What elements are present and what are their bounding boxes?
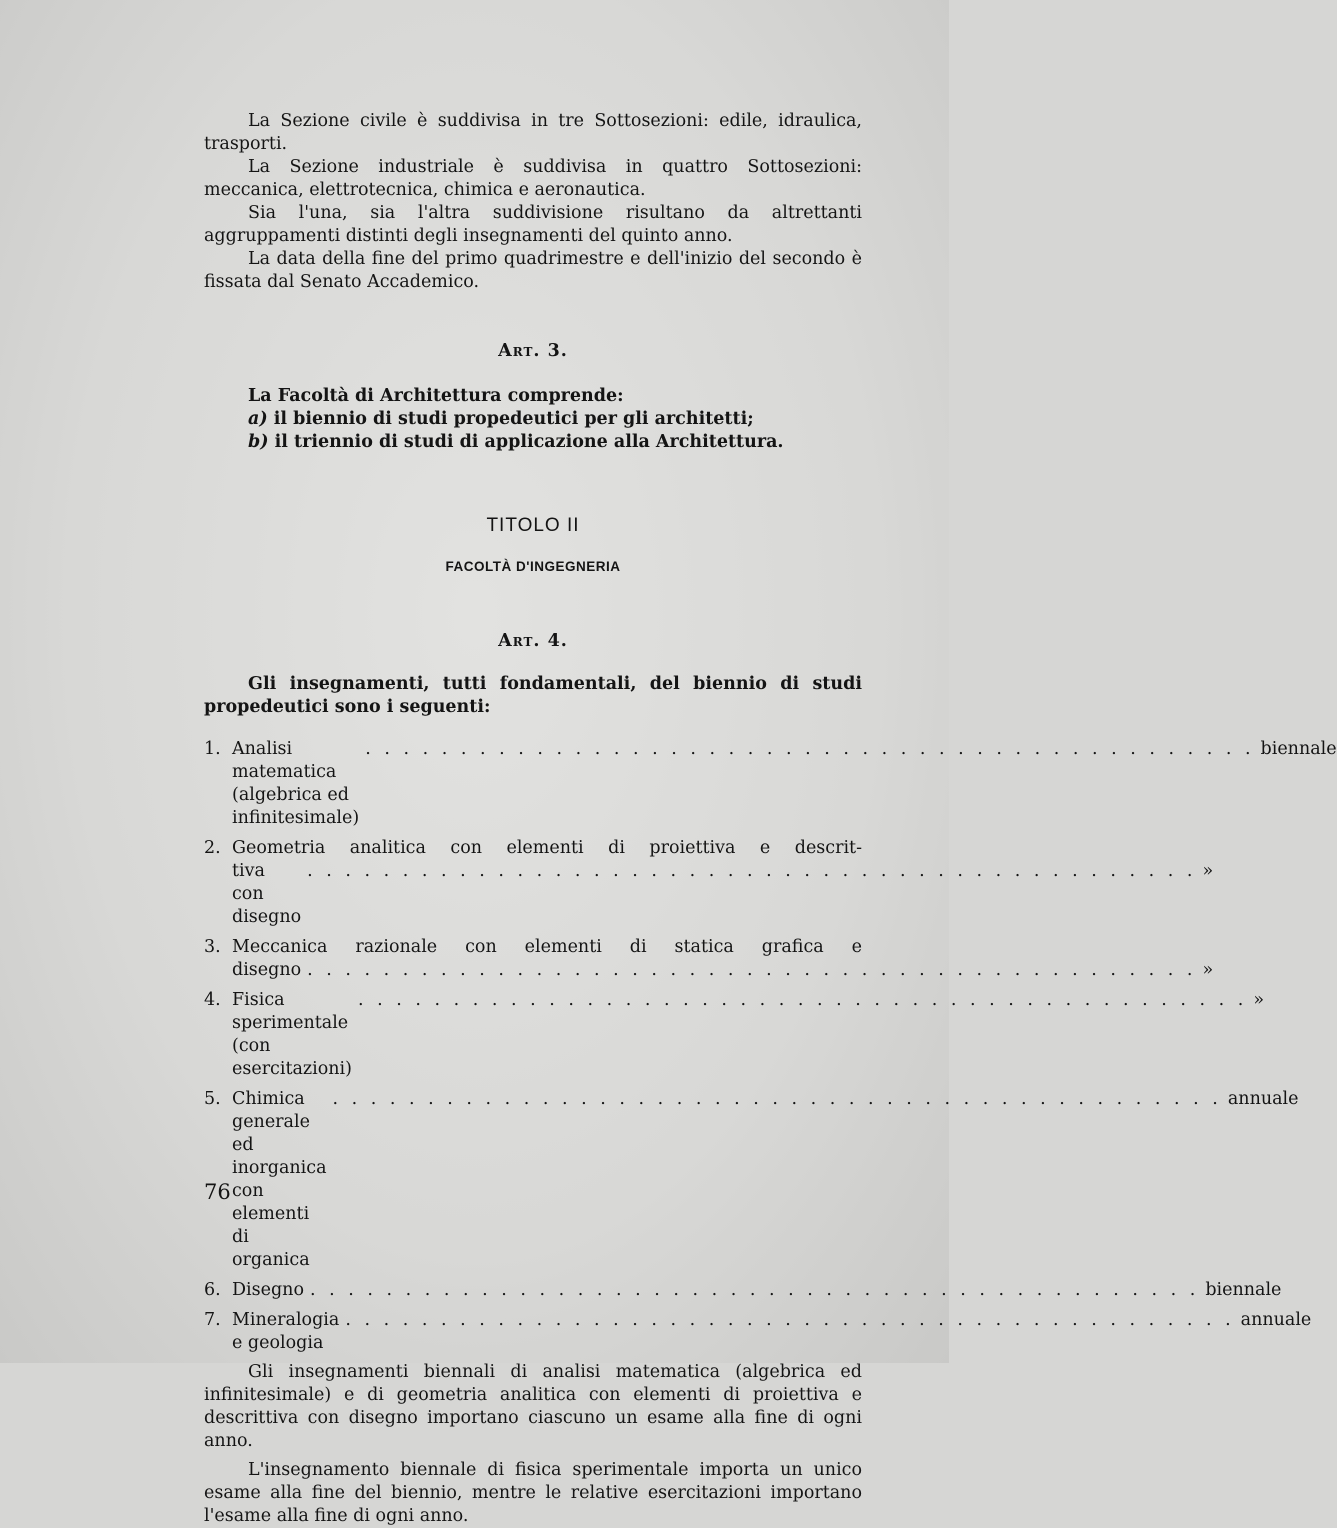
intro-paragraph-2: La Sezione industriale è suddivisa in quattro Sottosezioni: meccanica, elettrotecnica, chimica e aeronautica. (204, 157, 862, 200)
course-title: disegno (232, 960, 302, 980)
dot-leader: . . . . . . . . . . . . . . . . . . . . . . . . . . . . . . . . . . . . . . . . . . . . . . . (332, 1089, 1222, 1109)
course-title: tiva con disegno (232, 861, 302, 927)
course-title: Mineralogia e geologia (232, 1310, 340, 1353)
course-list (204, 738, 1337, 1355)
course-list-item (204, 738, 1337, 830)
intro-paragraph-3: Sia l'una, sia l'altra suddivisione risultano da altrettanti aggruppamenti distinti degli insegnamenti del quinto anno. (204, 203, 862, 246)
course-duration: » (1253, 990, 1265, 1010)
course-line (232, 1279, 1281, 1302)
course-number: 5. (204, 1089, 221, 1109)
course-number: 7. (204, 1310, 221, 1330)
art3-intro: La Facoltà di Architettura comprende: (248, 386, 624, 406)
course-list-item (204, 837, 1214, 929)
course-number: 1. (204, 739, 221, 759)
course-line (232, 959, 1213, 982)
course-number: 2. (204, 838, 221, 858)
dot-leader: . . . . . . . . . . . . . . . . . . . . . . . . . . . . . . . . . . . . . . . . . . . . . . . (345, 1310, 1235, 1330)
course-duration: » (1202, 960, 1214, 980)
course-list-item (204, 1279, 1282, 1302)
course-line (232, 989, 1264, 1081)
page-number: 76 (204, 1180, 231, 1204)
course-title-line: Geometria analitica con elementi di proiettiva e descrit- (232, 838, 862, 858)
course-line (232, 860, 1213, 929)
course-number: 4. (204, 990, 221, 1010)
course-title: Disegno (232, 1280, 304, 1300)
course-title-line: Meccanica razionale con elementi di statica grafica e (232, 937, 862, 957)
course-number: 3. (204, 937, 221, 957)
dot-leader: . . . . . . . . . . . . . . . . . . . . . . . . . . . . . . . . . . . . . . . . . . . . . . . (307, 960, 1197, 980)
course-list-item (204, 1088, 1299, 1272)
course-line (232, 738, 1337, 830)
course-duration: annuale (1240, 1310, 1312, 1330)
art4-intro: Gli insegnamenti, tutti fondamentali, del biennio di studi propedeutici sono i seguenti: (204, 674, 862, 717)
art3-item-a-label: a) (248, 409, 268, 429)
dot-leader: . . . . . . . . . . . . . . . . . . . . . . . . . . . . . . . . . . . . . . . . . . . . . . . (309, 1280, 1200, 1300)
dot-leader: . . . . . . . . . . . . . . . . . . . . . . . . . . . . . . . . . . . . . . . . . . . . . . . (307, 861, 1197, 881)
closing-paragraph-2: L'insegnamento biennale di fisica sperimentale importa un unico esame alla fine del biennio, mentre le relative esercitazioni importano l'esame alla fine di ogni anno. (204, 1460, 862, 1526)
art4-heading: Art. 4. (498, 631, 568, 651)
course-line (232, 1088, 1299, 1272)
course-number: 6. (204, 1280, 221, 1300)
intro-paragraph-1: La Sezione civile è suddivisa in tre Sottosezioni: edile, idraulica, trasporti. (204, 111, 862, 154)
course-title: Chimica generale ed inorganica con elementi di organica (232, 1089, 327, 1270)
art3-item-b (204, 431, 862, 454)
titolo-heading: TITOLO II (486, 515, 580, 536)
course-line (232, 1309, 1311, 1355)
art3-item-b-text: il triennio di studi di applicazione alla Architettura. (274, 432, 784, 452)
course-list-item (204, 936, 1214, 982)
course-title: Analisi matematica (algebrica ed infinitesimale) (232, 739, 360, 828)
art3-item-a (204, 408, 862, 431)
course-duration: » (1202, 861, 1214, 881)
course-list-item (204, 1309, 1312, 1355)
dot-leader: . . . . . . . . . . . . . . . . . . . . . . . . . . . . . . . . . . . . . . . . . . . . . . . (357, 990, 1248, 1010)
art3-item-b-label: b) (248, 432, 269, 452)
art3-heading: Art. 3. (498, 341, 568, 361)
intro-paragraph-4: La data della fine del primo quadrimestre e dell'inizio del secondo è fissata dal Senato Accademico. (204, 249, 862, 292)
course-duration: biennale (1260, 739, 1337, 759)
course-duration: annuale (1227, 1089, 1299, 1109)
course-list-item (204, 989, 1265, 1081)
dot-leader: . . . . . . . . . . . . . . . . . . . . . . . . . . . . . . . . . . . . . . . . . . . . . . . (365, 739, 1255, 759)
art3-item-a-text: il biennio di studi propedeutici per gli architetti; (273, 409, 754, 429)
text-column (204, 110, 1337, 1528)
closing-paragraph-1: Gli insegnamenti biennali di analisi matematica (algebrica ed infinitesimale) e di geometria analitica con elementi di proiettiva e descrittiva con disegno importano ciascuno un esame alla fine di ogni anno. (204, 1362, 862, 1451)
facolta-heading: FACOLTÀ D'INGEGNERIA (445, 559, 621, 574)
course-duration: biennale (1205, 1280, 1282, 1300)
course-title: Fisica sperimentale (con esercitazioni) (232, 990, 352, 1079)
